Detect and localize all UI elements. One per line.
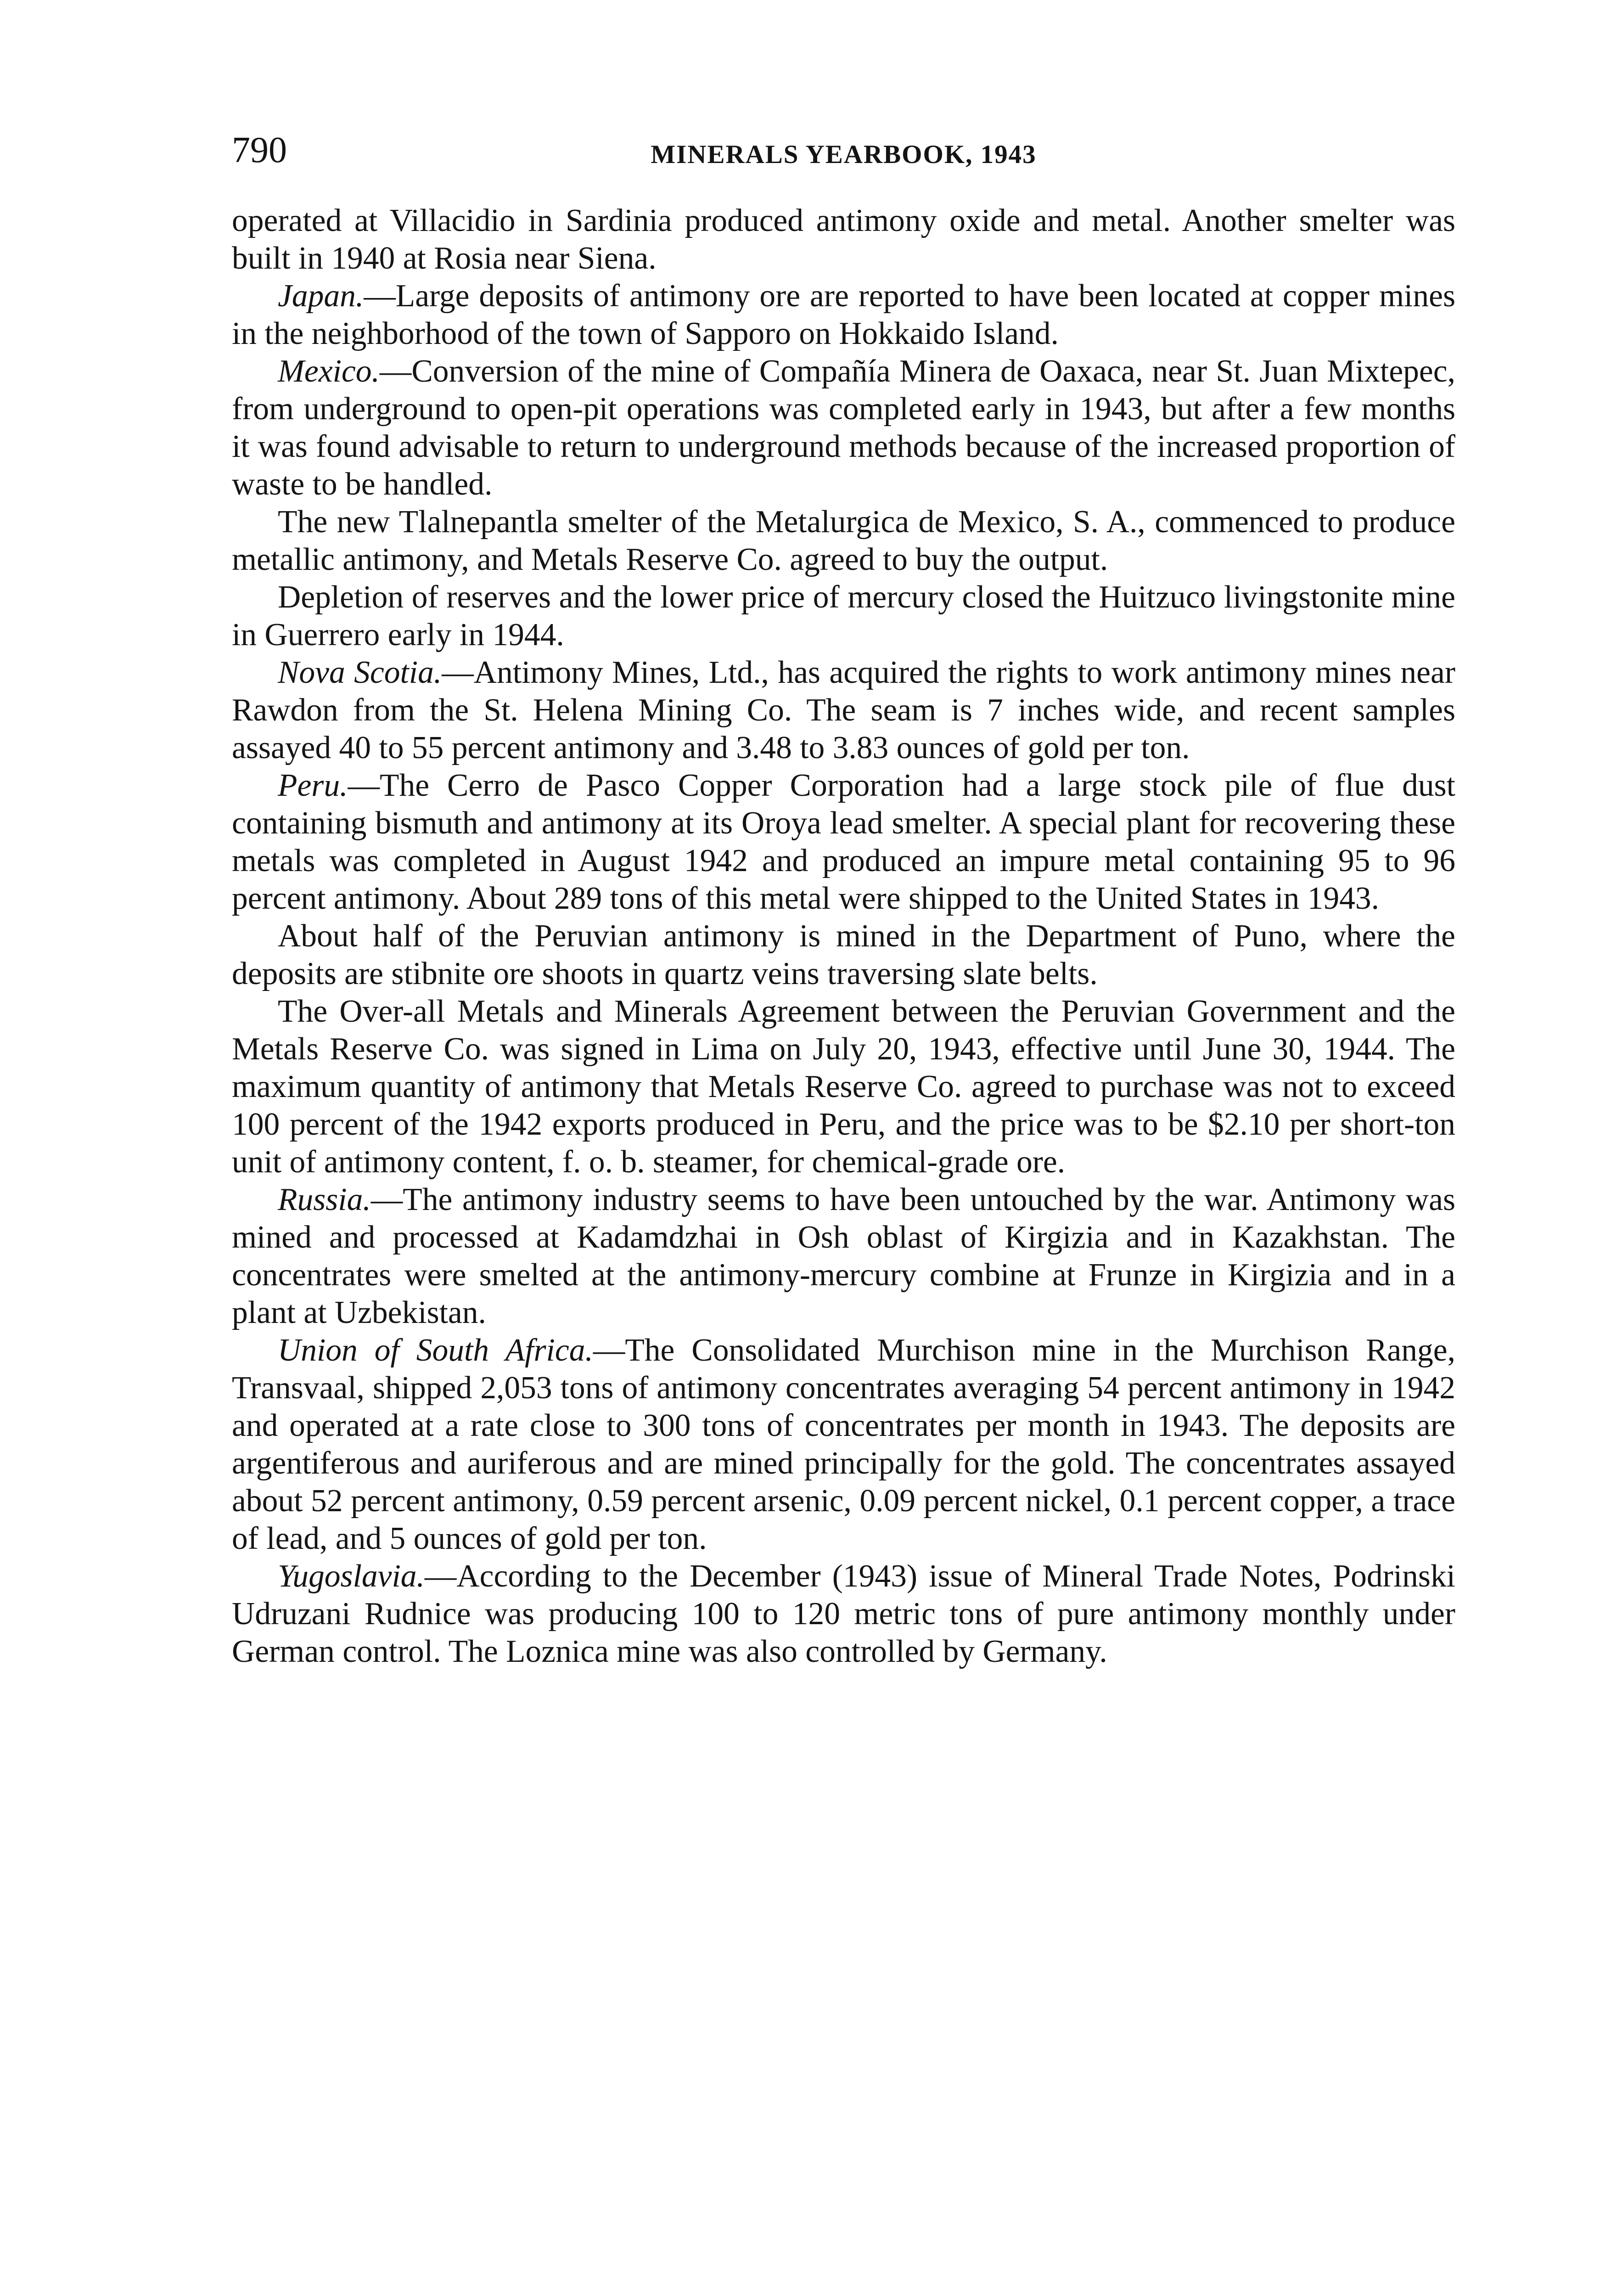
paragraph-yugoslavia <box>232 1558 1455 1671</box>
paragraph-text: Depletion of reserves and the lower price of mercury closed the Huitzuco livingstonite mine in Guerrero early in 1944. <box>232 580 1455 653</box>
paragraph-text: —The antimony industry seems to have been untouched by the war. Antimony was mined and processed at Kadamdzhai in Osh oblast of Kirgizia and in Kazakhstan. The concentrates were smelted at the antimony-mercury combine at Frunze in Kirgizia and in a plant at Uzbekistan. <box>232 1182 1455 1330</box>
paragraph-text: operated at Villacidio in Sardinia produced antimony oxide and metal. Another smelter was built in 1940 at Rosia near Siena. <box>232 203 1455 276</box>
paragraph-russia <box>232 1181 1455 1332</box>
paragraph-text: —Conversion of the mine of Compañía Minera de Oaxaca, near St. Juan Mixtepec, from underground to open-pit operations was completed early in 1943, but after a few months it was found advisable to return to underground methods because of the increased proportion of waste to be handled. <box>232 354 1455 502</box>
paragraph-text: —The Cerro de Pasco Copper Corporation had a large stock pile of flue dust containing bismuth and antimony at its Oroya lead smelter. A special plant for recovering these metals was completed in August 1942 and produced an impure metal containing 95 to 96 percent antimony. About 289 tons of this metal were shipped to the United States in 1943. <box>232 768 1455 916</box>
country-heading-nova-scotia: Nova Scotia. <box>278 655 442 690</box>
running-title: MINERALS YEARBOOK, 1943 <box>651 140 1037 169</box>
body-text <box>232 202 1455 1671</box>
country-heading-south-africa: Union of South Africa. <box>278 1333 593 1368</box>
paragraph-text: —According to the December (1943) issue of Mineral Trade Notes, Podrinski Udruzani Rudnice was producing 100 to 120 metric tons of pure antimony monthly under German control. The Loznica mine was also controlled by Germany. <box>232 1559 1455 1669</box>
paragraph-japan <box>232 277 1455 353</box>
paragraph-mexico <box>232 353 1455 503</box>
country-heading-russia: Russia. <box>278 1182 371 1217</box>
paragraph-text: —Antimony Mines, Ltd., has acquired the rights to work antimony mines near Rawdon from the St. Helena Mining Co. The seam is 7 inches wide, and recent samples assayed 40 to 55 percent antimony and 3.48 to 3.83 ounces of gold per ton. <box>232 655 1456 765</box>
paragraph-peru-agreement <box>232 993 1455 1181</box>
country-heading-yugoslavia: Yugoslavia. <box>278 1559 425 1594</box>
paragraph-text: About half of the Peruvian antimony is mined in the Department of Puno, where the deposits are stibnite ore shoots in quartz veins traversing slate belts. <box>232 918 1455 991</box>
paragraph-nova-scotia <box>232 654 1455 767</box>
paragraph-south-africa <box>232 1332 1455 1558</box>
country-heading-mexico: Mexico. <box>278 354 380 389</box>
country-heading-japan: Japan. <box>278 278 364 314</box>
paragraph-text: —Large deposits of antimony ore are reported to have been located at copper mines in the neighborhood of the town of Sapporo on Hokkaido Island. <box>232 278 1455 351</box>
paragraph-text: —The Consolidated Murchison mine in the Murchison Range, Transvaal, shipped 2,053 tons of antimony concentrates averaging 54 percent antimony in 1942 and operated at a rate close to 300 tons of concentrates per month in 1943. The deposits are argentiferous and auriferous and are mined principally for the gold. The concentrates assayed about 52 percent antimony, 0.59 percent arsenic, 0.09 percent nickel, 0.1 percent copper, a trace of lead, and 5 ounces of gold per ton. <box>232 1333 1455 1556</box>
paragraph-peru <box>232 767 1455 917</box>
page-number: 790 <box>232 130 287 170</box>
paragraph-text: The Over-all Metals and Minerals Agreement between the Peruvian Government and the Metals Reserve Co. was signed in Lima on July 20, 1943, effective until June 30, 1944. The maximum quantity of antimony that Metals Reserve Co. agreed to purchase was not to exceed 100 percent of the 1942 exports produced in Peru, and the price was to be $2.10 per short-ton unit of antimony content, f. o. b. steamer, for chemical-grade ore. <box>232 994 1455 1180</box>
paragraph-italy-continued <box>232 202 1455 277</box>
paragraph-mexico-mercury <box>232 579 1455 654</box>
running-head <box>232 129 1455 175</box>
paragraph-peru-puno <box>232 917 1455 993</box>
paragraph-text: The new Tlalnepantla smelter of the Metalurgica de Mexico, S. A., commenced to produce metallic antimony, and Metals Reserve Co. agreed to buy the output. <box>232 504 1455 577</box>
country-heading-peru: Peru. <box>278 768 348 803</box>
paragraph-mexico-smelter <box>232 503 1455 579</box>
